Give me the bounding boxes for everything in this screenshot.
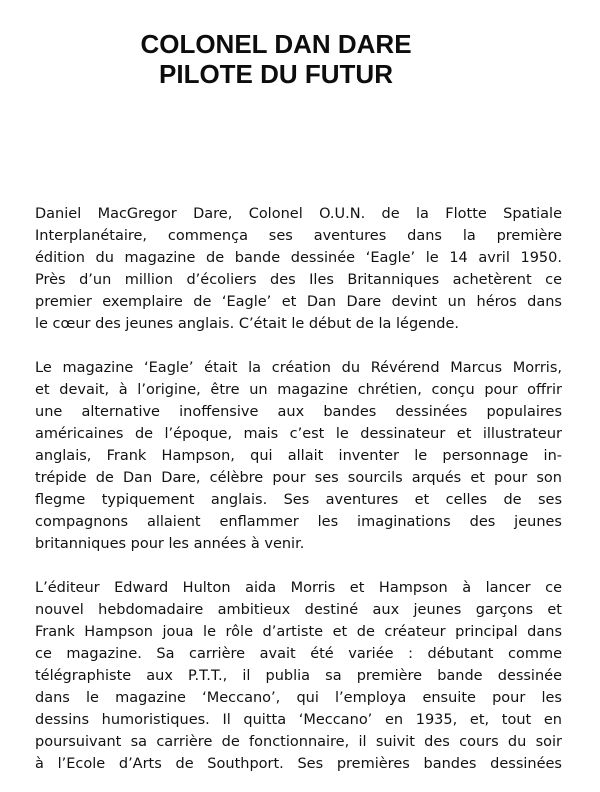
text-line: édition du magazine de bande dessinée ‘Eagle’ le 14 avril 1950.: [35, 250, 562, 266]
title-line-1: COLONEL DAN DARE: [140, 29, 412, 60]
text-line: dessins humoristiques. Il quitta ‘Meccano’ en 1935, et, tout en: [35, 712, 562, 728]
text-line: poursuivant sa carrière de fonctionnaire, il suivit des cours du soir: [35, 734, 562, 750]
text-line: britanniques pour les années à venir.: [35, 536, 305, 552]
paragraph-2: [35, 357, 562, 555]
text-line: à l’Ecole d’Arts de Southport. Ses premières bandes dessinées: [35, 756, 562, 772]
text-line: L’éditeur Edward Hulton aida Morris et Hampson à lancer ce: [35, 580, 562, 596]
paragraph-1: [35, 203, 562, 335]
text-line: flegme typiquement anglais. Ses aventures et celles de ses: [35, 492, 562, 508]
text-line: une alternative inoffensive aux bandes dessinées populaires: [35, 404, 562, 420]
page-title: [0, 29, 552, 89]
text-line: télégraphiste aux P.T.T., il publia sa première bande dessinée: [35, 668, 562, 684]
text-line: premier exemplaire de ‘Eagle’ et Dan Dare devint un héros dans: [35, 294, 562, 310]
text-line: américaines de l’époque, mais c’est le dessinateur et illustrateur: [35, 426, 562, 442]
text-line: Près d’un million d’écoliers des Iles Britanniques achetèrent ce: [35, 272, 562, 288]
text-line: Frank Hampson joua le rôle d’artiste et de créateur principal dans: [35, 624, 562, 640]
text-line: Interplanétaire, commença ses aventures dans la première: [35, 228, 562, 244]
text-line: Le magazine ‘Eagle’ était la création du Révérend Marcus Morris,: [35, 360, 562, 376]
text-line: nouvel hebdomadaire ambitieux destiné aux jeunes garçons et: [35, 602, 562, 618]
text-line: trépide de Dan Dare, célèbre pour ses sourcils arqués et pour son: [35, 470, 562, 486]
title-line-2: PILOTE DU FUTUR: [159, 59, 393, 90]
text-line: compagnons allaient enflammer les imaginations des jeunes: [35, 514, 562, 530]
body-text: [35, 203, 562, 775]
text-line: Daniel MacGregor Dare, Colonel O.U.N. de la Flotte Spatiale: [35, 206, 562, 222]
text-line: et devait, à l’origine, être un magazine chrétien, conçu pour offrir: [35, 382, 562, 398]
paragraph-3: [35, 577, 562, 775]
text-line: anglais, Frank Hampson, qui allait inventer le personnage in-: [35, 448, 562, 464]
text-line: ce magazine. Sa carrière avait été variée : débutant comme: [35, 646, 562, 662]
text-line: le cœur des jeunes anglais. C’était le début de la légende.: [35, 316, 459, 332]
text-line: dans le magazine ‘Meccano’, qui l’employa ensuite pour les: [35, 690, 562, 706]
